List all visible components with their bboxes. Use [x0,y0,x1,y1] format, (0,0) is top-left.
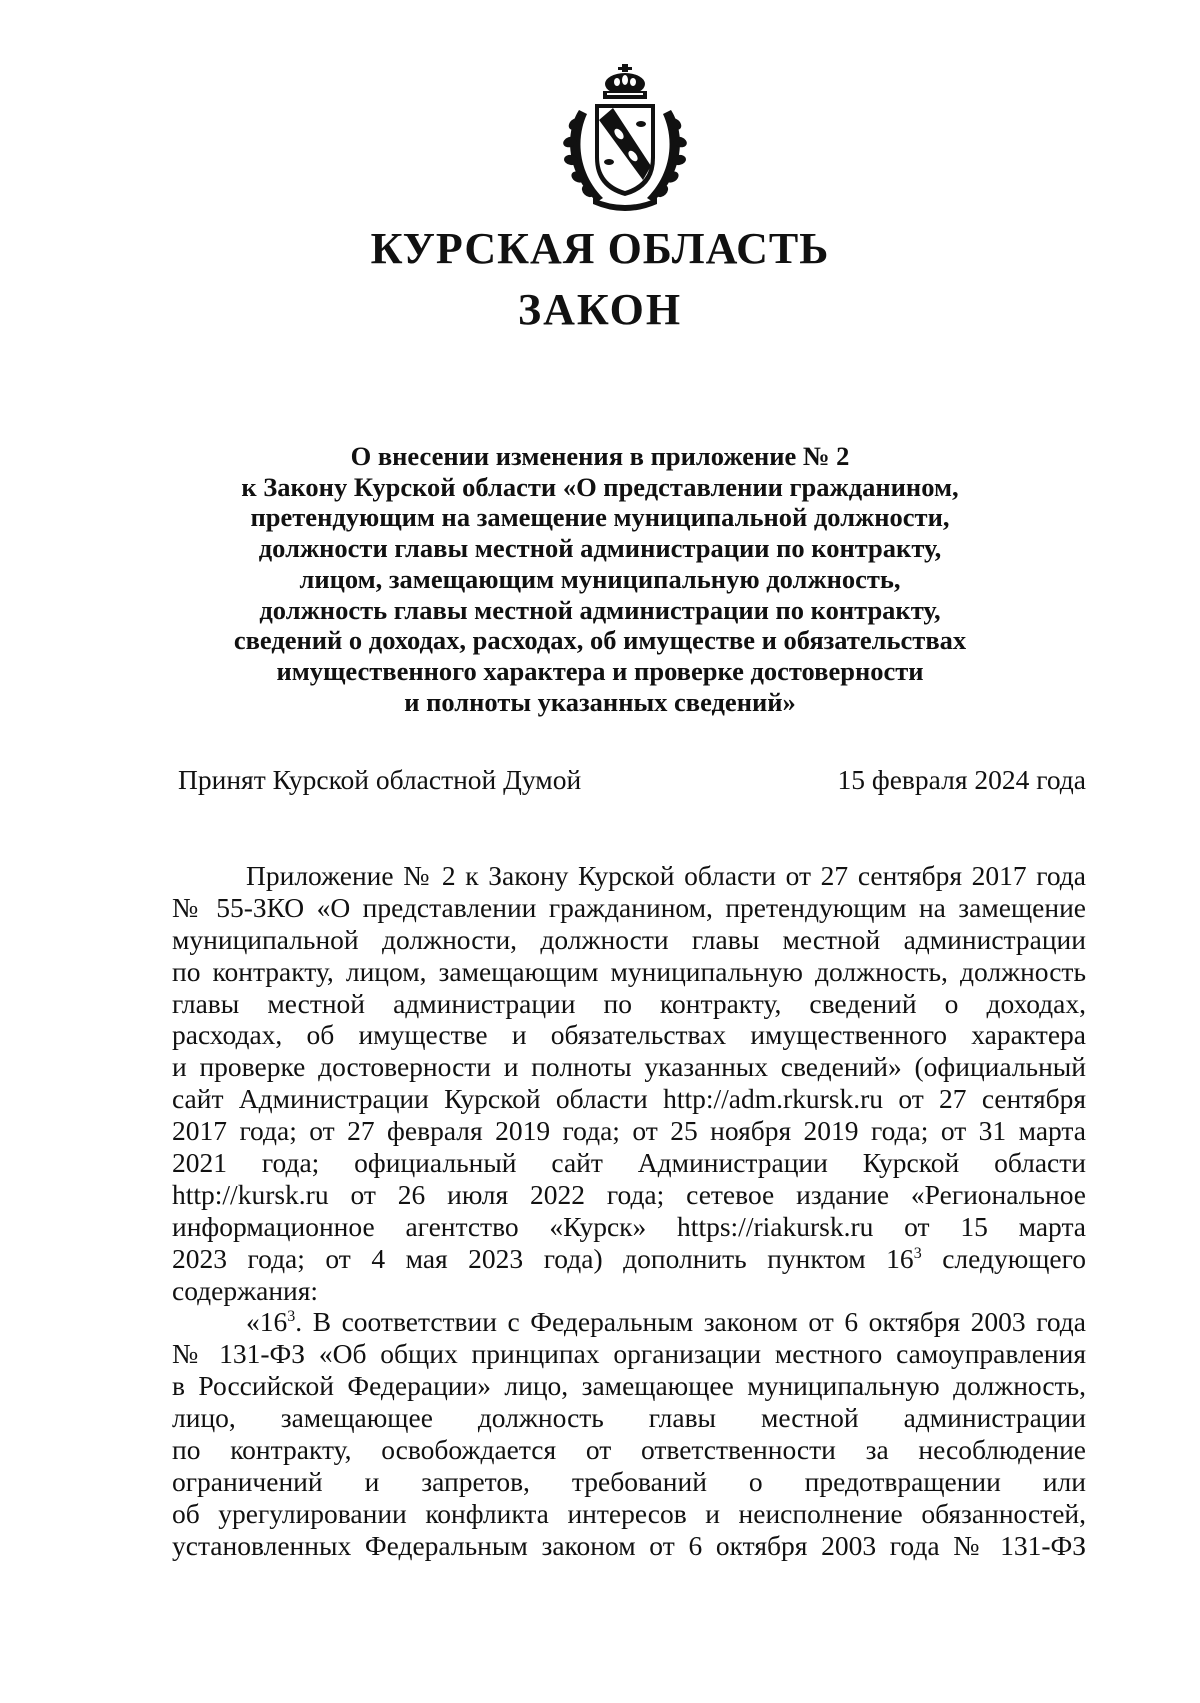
paragraph-line: Приложение № 2 к Закону Курской области от 27 сентября 2017 года [246,860,1086,891]
law-body [172,860,1086,1562]
paragraph-line: и проверке достоверности и полноты указанных сведений» (официальный [172,1051,1086,1083]
paragraph-line: сайт Администрации Курской области http://adm.rkursk.ru от 27 сентября [172,1083,1086,1115]
kursk-coat-of-arms-icon [557,62,693,212]
adopted-by-text: Принят Курской областной Думой [178,764,582,795]
paragraph-line: № 55-ЗКО «О представлении гражданином, претендующим на замещение [172,891,1086,923]
paragraph-line: по контракту, лицом, замещающим муниципальную должность, должность [172,955,1086,987]
region-heading: КУРСКАЯ ОБЛАСТЬ [370,224,830,273]
paragraph-line: http://kursk.ru от 26 июля 2022 года; сетевое издание «Региональное [172,1178,1086,1210]
paragraph-line: расходах, об имуществе и обязательствах имущественного характера [172,1019,1086,1051]
title-line: сведений о доходах, расходах, об имуществе и обязательствах [233,625,967,656]
title-line: имущественного характера и проверке достоверности [276,655,924,686]
text-fragment: . В соответствии с Федеральным законом от 6 октября 2003 года [295,1306,1086,1338]
superscript: 3 [913,1244,922,1262]
title-line: и полноты указанных сведений» [404,686,796,717]
adoption-date: 15 февраля 2024 года [837,764,1086,795]
paragraph-line: главы местной администрации по контракту, сведений о доходах, [172,987,1086,1019]
paragraph-line: установленных Федеральным законом от 6 октября 2003 года № 131-ФЗ [172,1529,1086,1561]
paragraph-line: 2017 года; от 27 февраля 2019 года; от 25 ноября 2019 года; от 31 марта [172,1115,1086,1147]
paragraph-line: информационное агентство «Курск» https://riakursk.ru от 15 марта [172,1210,1086,1242]
paragraph-line: № 131-ФЗ «Об общих принципах организации местного самоуправления [172,1338,1086,1370]
title-line: должность главы местной администрации по контракту, [259,594,941,625]
paragraph-line: лицо, замещающее должность главы местной администрации [172,1402,1086,1434]
paragraph-line [172,1306,1086,1338]
title-line: О внесении изменения в приложение № 2 [350,441,850,471]
title-line: претендующим на замещение муниципальной должности, [250,502,950,533]
law-title [170,441,1030,717]
text-fragment: следующего [921,1242,1086,1274]
title-line: лицом, замещающим муниципальную должность, [299,563,901,594]
paragraph-line [172,1243,1086,1275]
paragraph-line: содержания: [172,1274,319,1306]
paragraph-line: 2021 года; официальный сайт Администрации Курской области [172,1147,1086,1179]
paragraph-line: по контракту, освобождается от ответственности за несоблюдение [172,1434,1086,1466]
text-fragment: «16 [246,1306,288,1338]
text-fragment: 2023 года; от 4 мая 2023 года) дополнить пунктом 16 [172,1242,914,1274]
title-line: должности главы местной администрации по контракту, [258,533,942,564]
document-type-heading: ЗАКОН [517,285,683,334]
superscript: 3 [287,1308,296,1326]
paragraph-line: ограничений и запретов, требований о предотвращении или [172,1465,1086,1497]
title-line: к Закону Курской области «О представлении гражданином, [241,471,959,502]
paragraph-line: муниципальной должности, должности главы местной администрации [172,923,1086,955]
paragraph-line: об урегулировании конфликта интересов и неисполнение обязанностей, [172,1497,1086,1529]
paragraph-line: в Российской Федерации» лицо, замещающее муниципальную должность, [172,1370,1086,1402]
